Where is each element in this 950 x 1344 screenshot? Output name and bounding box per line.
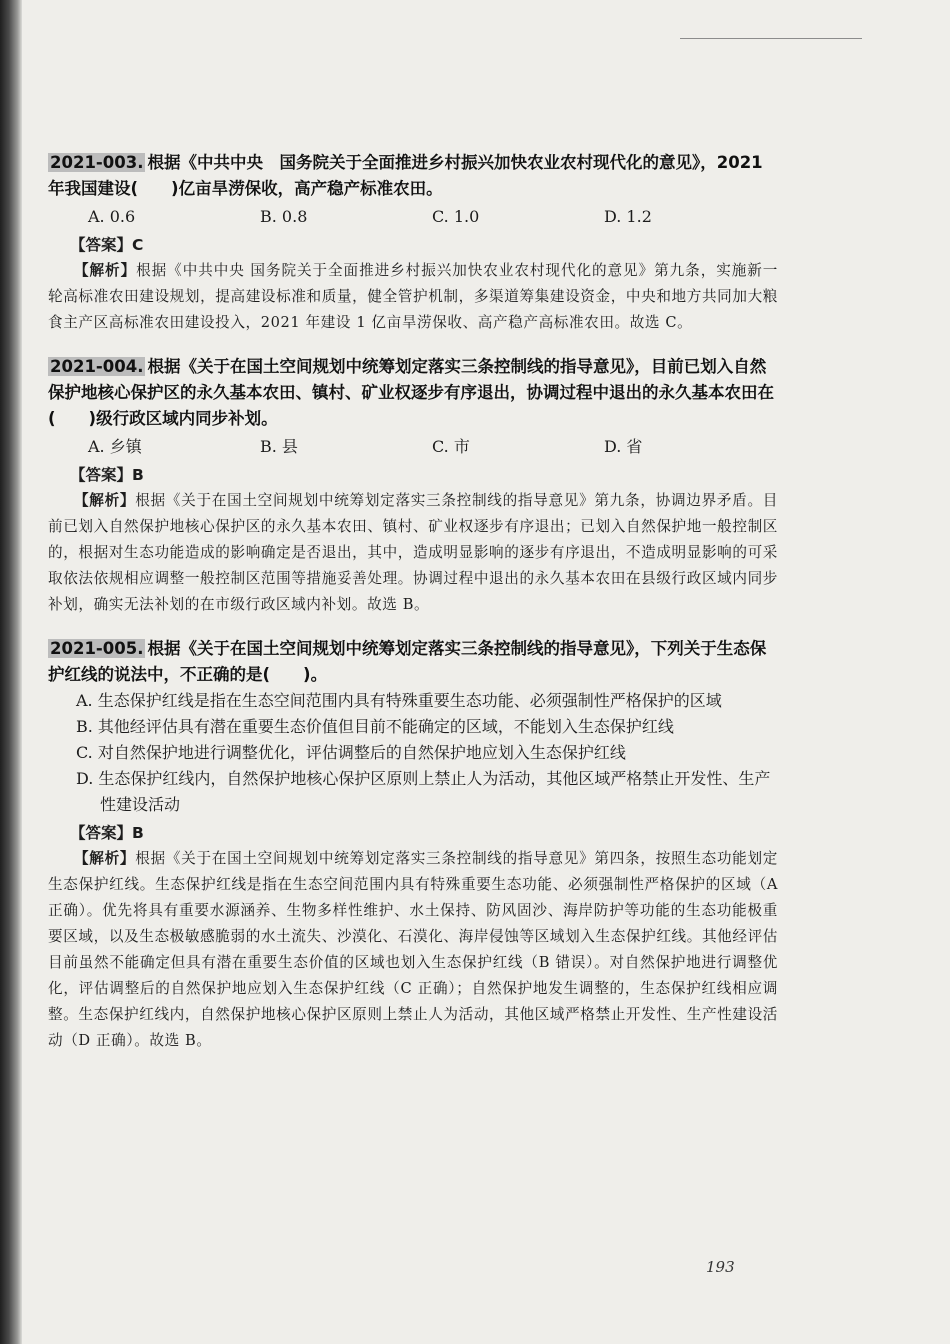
question-2021-004 <box>48 354 778 618</box>
answer <box>70 820 778 846</box>
explanation-text: 根据《关于在国土空间规划中统筹划定落实三条控制线的指导意见》第九条，协调边界矛盾。目前已划入自然保护地核心保护区的永久基本农田、镇村、矿业权逐步有序退出；已划入自然保护地一般控制区的，根据对生态功能造成的影响确定是否退出，其中，造成明显影响的逐步有序退出，不造成明显影响的可采取依法依规相应调整一般控制区范围等措施妥善处理。协调过程中退出的永久基本农田在县级行政区域内同步补划，确实无法补划的在市级行政区域内补划。故选 B。 <box>48 492 778 613</box>
options-row <box>88 204 778 230</box>
question-id: 2021-003. <box>50 153 144 172</box>
question-2021-005 <box>48 636 778 1054</box>
page-content <box>48 150 778 1072</box>
question-text: 根据《中共中央 国务院关于全面推进乡村振兴加快农业农村现代化的意见》，2021 年我国建设( )亿亩旱涝保收，高产稳产标准农田。 <box>48 153 763 198</box>
options-row <box>88 434 778 460</box>
option-a: A. 生态保护红线是指在生态空间范围内具有特殊重要生态功能、必须强制性严格保护的区域 <box>76 691 722 710</box>
question-stem <box>48 636 778 688</box>
answer-value: B <box>132 824 144 842</box>
question-2021-003 <box>48 150 778 336</box>
question-text: 根据《关于在国土空间规划中统筹划定落实三条控制线的指导意见》，下列关于生态保护红线的说法中，不正确的是( )。 <box>48 639 767 684</box>
question-id: 2021-004. <box>50 357 144 376</box>
explanation <box>48 846 778 1054</box>
page-number: 193 <box>706 1258 735 1276</box>
answer-label: 【答案】 <box>70 236 133 254</box>
question-id: 2021-005. <box>50 639 144 658</box>
answer-value: B <box>132 466 144 484</box>
option-d: D. 生态保护红线内，自然保护地核心保护区原则上禁止人为活动，其他区域严格禁止开发性、生产性建设活动 <box>76 769 771 814</box>
option-b: B. 县 <box>260 437 298 456</box>
option-d: D. 省 <box>604 437 643 456</box>
explanation-label: 【解析】 <box>74 492 136 509</box>
explanation <box>48 488 778 618</box>
answer-label: 【答案】 <box>70 466 133 484</box>
explanation <box>48 258 778 336</box>
book-spine-shadow <box>0 0 22 1344</box>
option-b: B. 其他经评估具有潜在重要生态价值但目前不能确定的区域，不能划入生态保护红线 <box>76 717 674 736</box>
answer-label: 【答案】 <box>70 824 133 842</box>
option-d: D. 1.2 <box>604 207 652 226</box>
option-a: A. 乡镇 <box>88 437 142 456</box>
answer <box>70 462 778 488</box>
answer-value: C <box>132 236 144 254</box>
question-stem <box>48 354 778 432</box>
question-stem <box>48 150 778 202</box>
explanation-text: 根据《关于在国土空间规划中统筹划定落实三条控制线的指导意见》第四条，按照生态功能划定生态保护红线。生态保护红线是指在生态空间范围内具有特殊重要生态功能、必须强制性严格保护的区域（A 正确）。优先将具有重要水源涵养、生物多样性维护、水土保持、防风固沙、海岸防护等功能的生态功能极重要区域，以及生态极敏感脆弱的水土流失、沙漠化、石漠化、海岸侵蚀等区域划入生态保护红线。其他经评估目前虽然不能确定但具有潜在重要生态价值的区域也划入生态保护红线（B 错误）。对自然保护地进行调整优化，评估调整后的自然保护地应划入生态保护红线（C 正确）；自然保护地发生调整的，生态保护红线相应调整。生态保护红线内，自然保护地核心保护区原则上禁止人为活动，其他区域严格禁止开发性、生产性建设活动（D 正确）。故选 B。 <box>48 850 778 1049</box>
option-c: C. 对自然保护地进行调整优化，评估调整后的自然保护地应划入生态保护红线 <box>76 743 626 762</box>
explanation-label: 【解析】 <box>74 850 136 867</box>
explanation-text: 根据《中共中央 国务院关于全面推进乡村振兴加快农业农村现代化的意见》第九条，实施新一轮高标准农田建设规划，提高建设标准和质量，健全管护机制，多渠道筹集建设资金，中央和地方共同加大粮食主产区高标准农田建设投入，2021 年建设 1 亿亩旱涝保收、高产稳产高标准农田。故选 C。 <box>48 262 779 331</box>
option-b: B. 0.8 <box>260 207 308 226</box>
option-c: C. 市 <box>432 437 470 456</box>
answer <box>70 232 778 258</box>
question-text: 根据《关于在国土空间规划中统筹划定落实三条控制线的指导意见》，目前已划入自然保护地核心保护区的永久基本农田、镇村、矿业权逐步有序退出，协调过程中退出的永久基本农田在( )级行政区域内同步补划。 <box>48 357 774 428</box>
header-rule <box>680 38 862 39</box>
option-a: A. 0.6 <box>88 207 136 226</box>
explanation-label: 【解析】 <box>74 262 137 279</box>
option-c: C. 1.0 <box>432 207 480 226</box>
